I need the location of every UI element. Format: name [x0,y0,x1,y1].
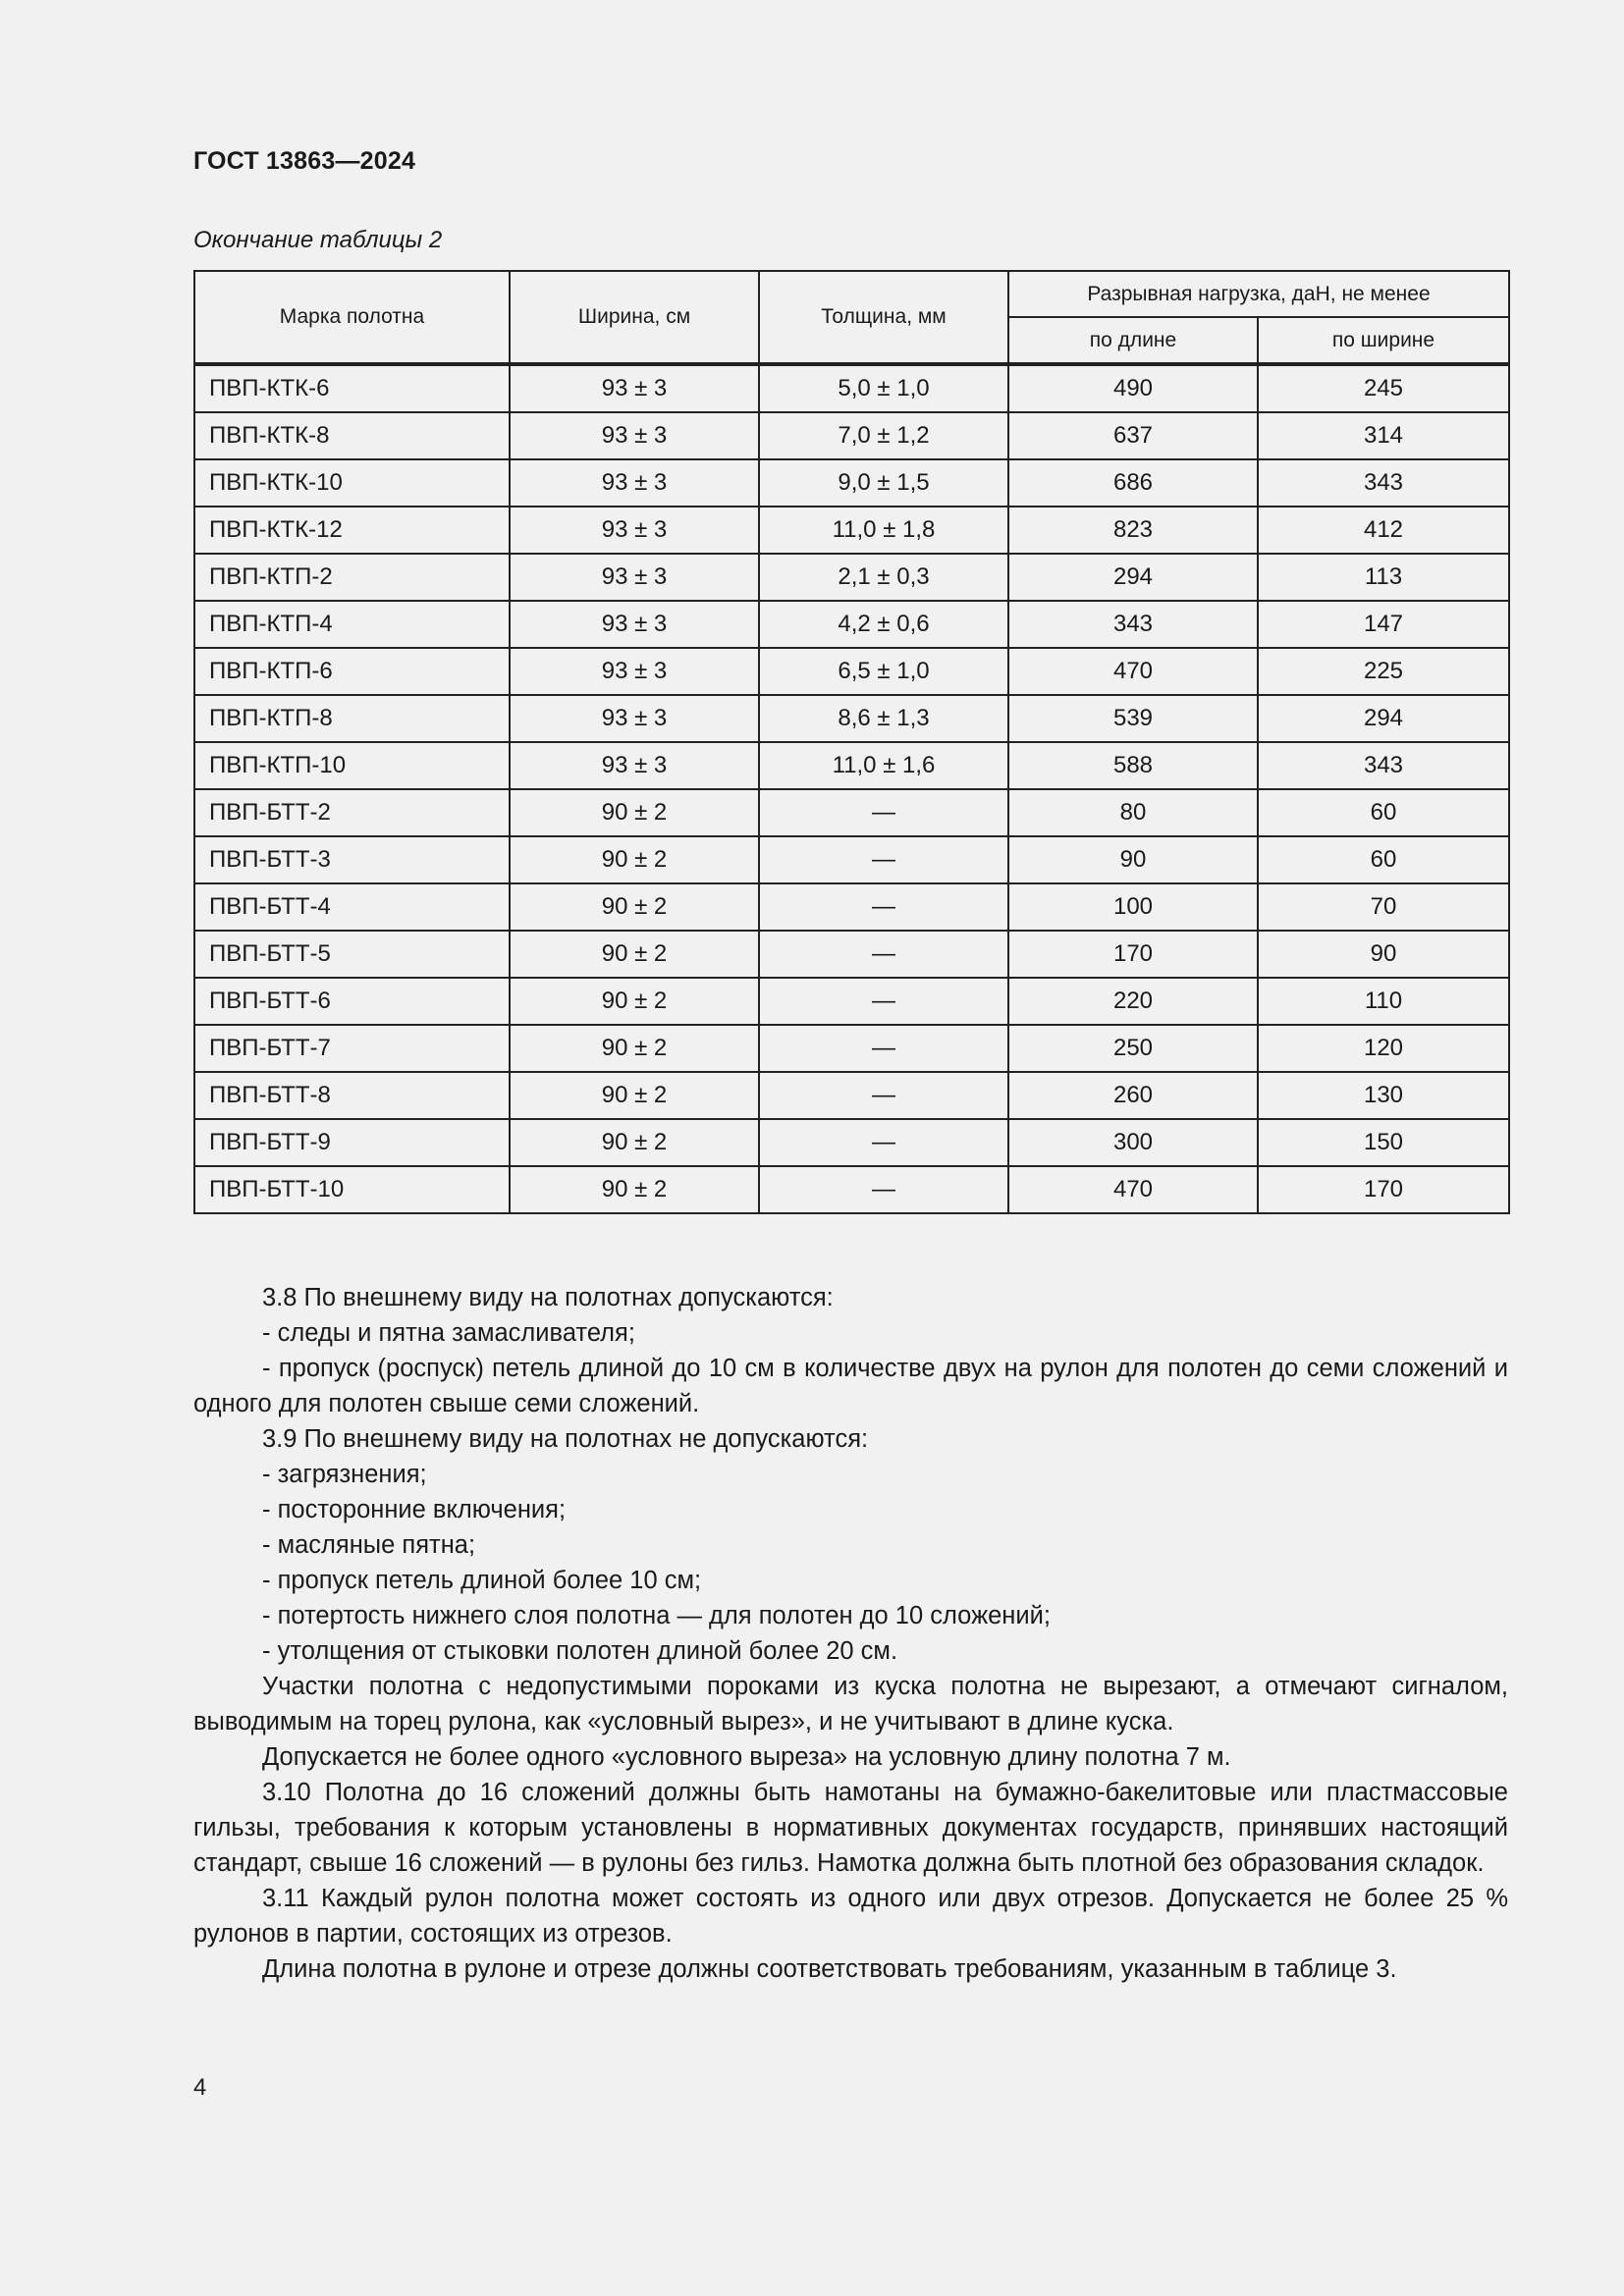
cell-thickness: — [759,1072,1008,1119]
cell-load-length: 637 [1008,412,1258,459]
cell-load-length: 470 [1008,648,1258,695]
cell-load-width: 120 [1258,1025,1509,1072]
cell-thickness: 6,5 ± 1,0 [759,648,1008,695]
paragraph-3-8: 3.8 По внешнему виду на полотнах допускаются: [262,1284,834,1311]
table-row [194,836,1509,883]
document-header: ГОСТ 13863—2024 [193,147,416,175]
cell-width: 93 ± 3 [510,364,759,412]
table-row [194,1166,1509,1213]
paragraph: Участки полотна с недопустимыми пороками из куска полотна не вырезают, а отмечают сигналом, выводимым на торец рулона, как «условный вырез», и не учитывают в длине куска. [193,1673,1508,1735]
cell-width: 90 ± 2 [510,1072,759,1119]
cell-mark: ПВП-БТТ-10 [194,1166,510,1213]
cell-load-length: 294 [1008,554,1258,601]
header-breaking-load: Разрывная нагрузка, даН, не менее [1008,271,1509,317]
cell-mark: ПВП-КТК-8 [194,412,510,459]
cell-width: 93 ± 3 [510,507,759,554]
header-mark: Марка полотна [194,271,510,364]
paragraph: Длина полотна в рулоне и отрезе должны соответствовать требованиям, указанным в таблице 3. [262,1955,1397,1983]
table-row [194,1072,1509,1119]
cell-thickness: 2,1 ± 0,3 [759,554,1008,601]
cell-width: 93 ± 3 [510,695,759,742]
list-item: - масляные пятна; [262,1531,476,1559]
cell-width: 90 ± 2 [510,978,759,1025]
table-row [194,931,1509,978]
cell-load-width: 225 [1258,648,1509,695]
cell-thickness: — [759,1166,1008,1213]
cell-mark: ПВП-БТТ-2 [194,789,510,836]
spec-table [193,270,1510,1214]
table-row [194,789,1509,836]
cell-thickness: — [759,931,1008,978]
cell-mark: ПВП-БТТ-7 [194,1025,510,1072]
cell-mark: ПВП-БТТ-5 [194,931,510,978]
cell-load-length: 343 [1008,601,1258,648]
cell-thickness: 9,0 ± 1,5 [759,459,1008,507]
list-item: - утолщения от стыковки полотен длиной более 20 см. [262,1637,898,1665]
cell-load-width: 70 [1258,883,1509,931]
cell-load-width: 294 [1258,695,1509,742]
cell-load-width: 245 [1258,364,1509,412]
cell-mark: ПВП-КТК-12 [194,507,510,554]
cell-thickness: 4,2 ± 0,6 [759,601,1008,648]
cell-load-length: 170 [1008,931,1258,978]
body-text [193,1280,1508,1987]
cell-load-width: 110 [1258,978,1509,1025]
table-row [194,601,1509,648]
cell-load-width: 60 [1258,789,1509,836]
list-item: - потертость нижнего слоя полотна — для полотен до 10 сложений; [262,1602,1051,1629]
table-row [194,742,1509,789]
table-row [194,554,1509,601]
cell-load-width: 343 [1258,459,1509,507]
list-item: - загрязнения; [262,1461,427,1488]
table-row [194,507,1509,554]
table-row [194,1119,1509,1166]
header-load-length: по длине [1008,317,1258,364]
cell-load-width: 150 [1258,1119,1509,1166]
cell-load-width: 147 [1258,601,1509,648]
paragraph-3-10: 3.10 Полотна до 16 сложений должны быть намотаны на бумажно-бакелитовые или пластмассовые гильзы, требования к которым установлены в нормативных документах государств, принявших настоящий стандарт, свыше 16 сложений — в рулоны без гильз. Намотка должна быть плотной без образования складок. [193,1779,1508,1877]
cell-load-length: 470 [1008,1166,1258,1213]
page-number: 4 [193,2074,207,2101]
cell-mark: ПВП-БТТ-3 [194,836,510,883]
cell-thickness: 5,0 ± 1,0 [759,364,1008,412]
paragraph: Допускается не более одного «условного выреза» на условную длину полотна 7 м. [262,1743,1231,1771]
cell-load-width: 130 [1258,1072,1509,1119]
cell-load-length: 686 [1008,459,1258,507]
cell-load-width: 412 [1258,507,1509,554]
cell-mark: ПВП-КТП-6 [194,648,510,695]
cell-load-length: 220 [1008,978,1258,1025]
cell-mark: ПВП-БТТ-8 [194,1072,510,1119]
cell-load-width: 170 [1258,1166,1509,1213]
cell-width: 93 ± 3 [510,412,759,459]
table-row [194,695,1509,742]
cell-load-length: 588 [1008,742,1258,789]
cell-width: 90 ± 2 [510,883,759,931]
cell-load-length: 250 [1008,1025,1258,1072]
cell-load-width: 60 [1258,836,1509,883]
cell-load-width: 90 [1258,931,1509,978]
cell-mark: ПВП-КТП-4 [194,601,510,648]
list-item: - посторонние включения; [262,1496,567,1523]
paragraph-3-9: 3.9 По внешнему виду на полотнах не допускаются: [262,1425,869,1453]
table-row [194,883,1509,931]
list-item: - пропуск петель длиной более 10 см; [262,1567,702,1594]
cell-width: 90 ± 2 [510,1119,759,1166]
cell-width: 93 ± 3 [510,601,759,648]
table-row [194,648,1509,695]
cell-thickness: — [759,836,1008,883]
cell-mark: ПВП-БТТ-6 [194,978,510,1025]
table-row [194,978,1509,1025]
cell-load-width: 314 [1258,412,1509,459]
cell-width: 93 ± 3 [510,742,759,789]
cell-mark: ПВП-БТТ-9 [194,1119,510,1166]
cell-width: 93 ± 3 [510,648,759,695]
table-row [194,459,1509,507]
cell-width: 90 ± 2 [510,1025,759,1072]
cell-thickness: — [759,1025,1008,1072]
table-caption: Окончание таблицы 2 [193,227,443,253]
cell-load-length: 100 [1008,883,1258,931]
cell-width: 90 ± 2 [510,836,759,883]
cell-load-width: 113 [1258,554,1509,601]
cell-load-length: 823 [1008,507,1258,554]
cell-mark: ПВП-КТК-10 [194,459,510,507]
cell-thickness: 11,0 ± 1,6 [759,742,1008,789]
cell-mark: ПВП-БТТ-4 [194,883,510,931]
table-body [194,364,1509,1213]
cell-load-width: 343 [1258,742,1509,789]
list-item: - пропуск (роспуск) петель длиной до 10 см в количестве двух на рулон для полотен до семи сложений и одного для полотен свыше семи сложений. [193,1355,1508,1417]
cell-load-length: 539 [1008,695,1258,742]
cell-width: 93 ± 3 [510,459,759,507]
cell-thickness: 7,0 ± 1,2 [759,412,1008,459]
cell-width: 93 ± 3 [510,554,759,601]
cell-width: 90 ± 2 [510,931,759,978]
cell-width: 90 ± 2 [510,789,759,836]
cell-mark: ПВП-КТП-2 [194,554,510,601]
cell-load-length: 490 [1008,364,1258,412]
table-row [194,412,1509,459]
cell-width: 90 ± 2 [510,1166,759,1213]
paragraph-3-11: 3.11 Каждый рулон полотна может состоять из одного или двух отрезов. Допускается не более 25 % рулонов в партии, состоящих из отрезов. [193,1885,1508,1948]
list-item: - следы и пятна замасливателя; [262,1319,635,1347]
cell-thickness: 11,0 ± 1,8 [759,507,1008,554]
cell-load-length: 80 [1008,789,1258,836]
cell-thickness: — [759,789,1008,836]
table-row [194,364,1509,412]
cell-thickness: 8,6 ± 1,3 [759,695,1008,742]
header-load-width: по ширине [1258,317,1509,364]
cell-load-length: 90 [1008,836,1258,883]
cell-mark: ПВП-КТП-10 [194,742,510,789]
cell-mark: ПВП-КТП-8 [194,695,510,742]
header-width: Ширина, см [510,271,759,364]
cell-load-length: 300 [1008,1119,1258,1166]
header-thickness: Толщина, мм [759,271,1008,364]
table-row [194,1025,1509,1072]
cell-thickness: — [759,1119,1008,1166]
cell-thickness: — [759,883,1008,931]
cell-load-length: 260 [1008,1072,1258,1119]
cell-thickness: — [759,978,1008,1025]
cell-mark: ПВП-КТК-6 [194,364,510,412]
